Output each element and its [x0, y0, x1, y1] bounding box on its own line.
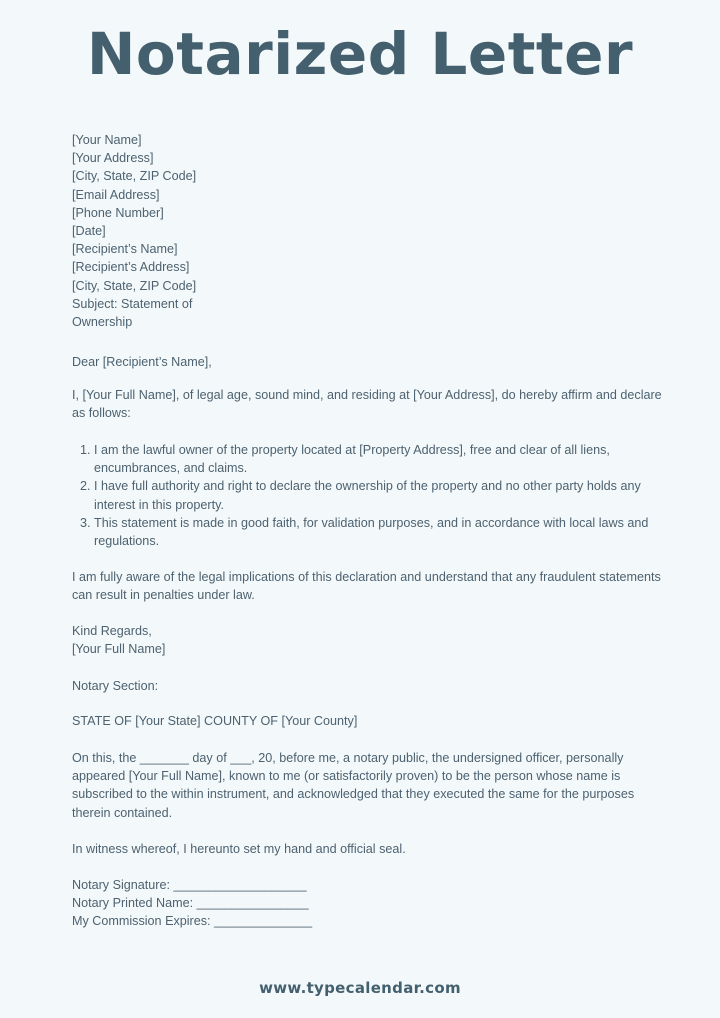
salutation: Dear [Recipient’s Name], [72, 355, 212, 369]
list-number: 2. [80, 479, 91, 494]
list-text: I have full authority and right to declare the ownership of the property and no other party holds any interest in this property. [94, 479, 641, 512]
commission-expires-line: My Commission Expires: ______________ [72, 914, 313, 929]
address-line: [Recipient’s Address] [72, 260, 190, 275]
address-line: Ownership [72, 315, 133, 330]
list-item [80, 441, 660, 477]
list-number: 1. [80, 443, 91, 457]
list-number: 3. [80, 515, 91, 530]
address-line: [Your Address] [72, 151, 154, 166]
list-item [80, 514, 660, 550]
footer-url: www.typecalendar.com [259, 979, 461, 997]
witness-line: In witness whereof, I hereunto set my hand and official seal. [72, 842, 406, 856]
list-text: I am the lawful owner of the property located at [Property Address], free and clear of all liens, encumbrances, and claims. [94, 443, 610, 476]
address-line: Subject: Statement of [72, 296, 193, 311]
address-line: [Date] [72, 224, 106, 239]
address-line: [Email Address] [72, 187, 160, 202]
declaration-list [80, 441, 660, 550]
list-item [80, 477, 660, 513]
address-line: [Phone Number] [72, 205, 164, 220]
notary-printed-name-line: Notary Printed Name: ________________ [72, 896, 309, 911]
closing: Kind Regards, [72, 624, 152, 638]
page-title: Notarized Letter [86, 20, 634, 88]
address-line: [City, State, ZIP Code] [72, 169, 197, 184]
notary-paragraph: On this, the _______ day of ___, 20, before me, a notary public, the undersigned officer, personally appeared [Your Full Name], known to me (or satisfactorily proven) to be the person whose name is subscribed to the within instrument, and acknowledged that they executed the same for the purposes therein contained. [72, 751, 635, 820]
awareness-paragraph: I am fully aware of the legal implications of this declaration and understand that any fraudulent statements can result in penalties under law. [72, 570, 661, 603]
closing-name: [Your Full Name] [72, 642, 166, 657]
address-line: [Recipient’s Name] [72, 242, 178, 257]
closing-block [72, 622, 662, 658]
intro-paragraph: I, [Your Full Name], of legal age, sound mind, and residing at [Your Address], do hereby affirm and declare as follows: [72, 388, 662, 421]
address-block [72, 131, 662, 331]
notary-signature-block [72, 876, 662, 931]
address-line: [Your Name] [72, 133, 142, 147]
address-line: [City, State, ZIP Code] [72, 278, 197, 293]
notary-signature-line: Notary Signature: ___________________ [72, 878, 307, 892]
notary-section-label: Notary Section: [72, 679, 159, 693]
state-county-line: STATE OF [Your State] COUNTY OF [Your County] [72, 714, 358, 728]
list-text: This statement is made in good faith, for validation purposes, and in accordance with local laws and regulations. [94, 515, 649, 549]
